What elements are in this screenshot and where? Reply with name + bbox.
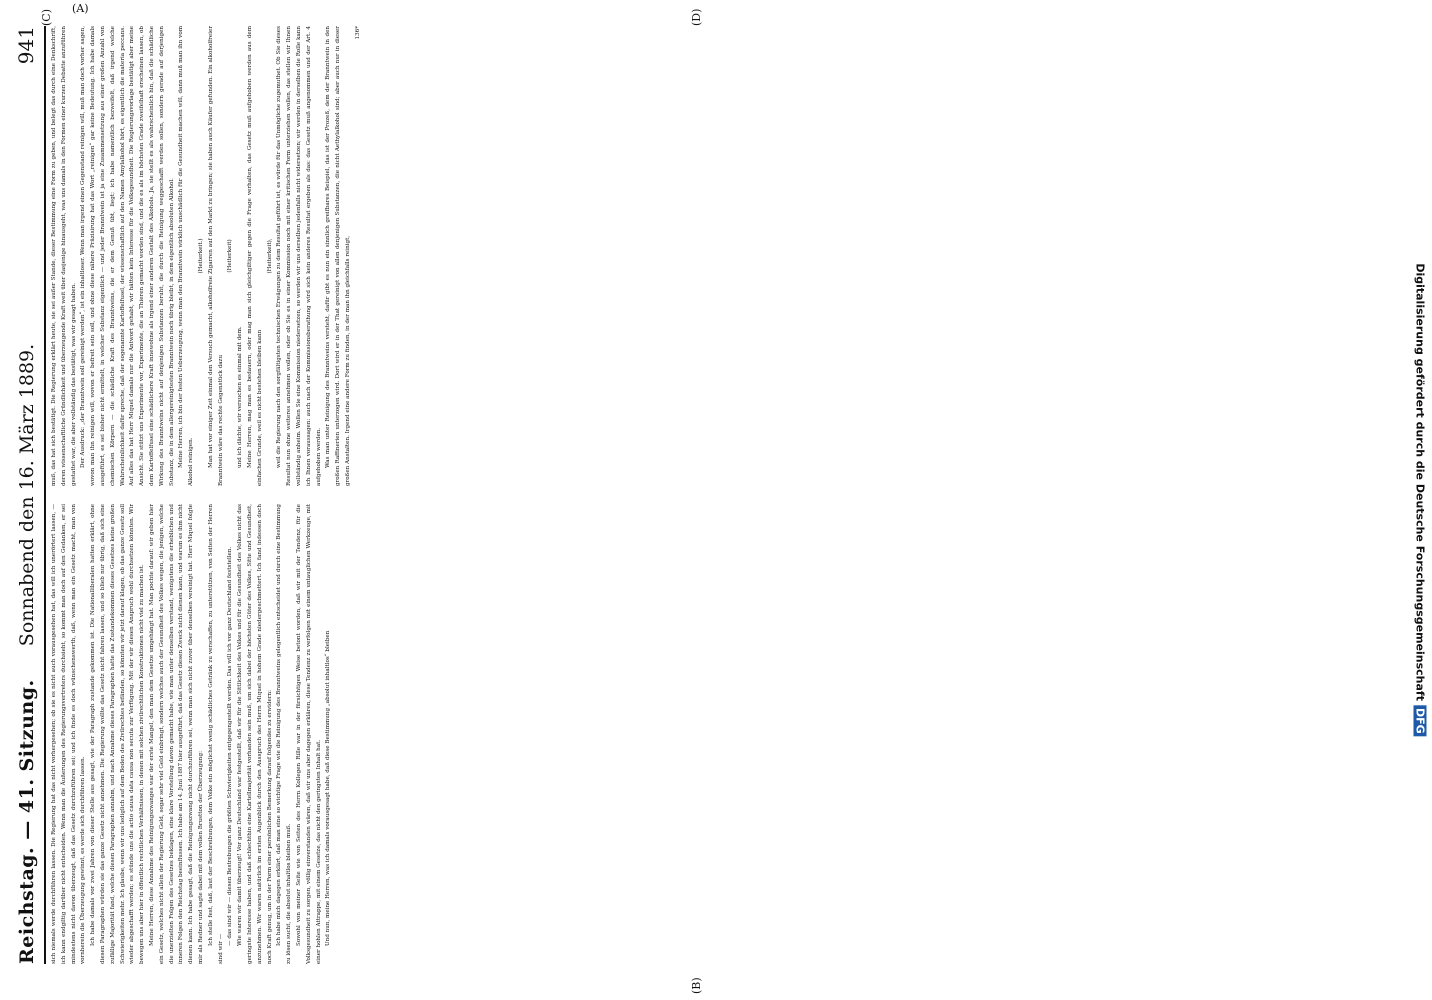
margin-marker-c: (C) [40,9,53,26]
page-number: 941 [14,26,38,65]
paragraph: Und nun, meine Herren, was ich damals vorausgesagt habe, daß diese Bestimmung „absolut inhaltlos“ bleiben [325,630,332,946]
paragraph: Meine Herren, ich bin der festen Ueberzeugung, wenn man den Branntwein wirklich unschädlich für die Gesundheit machen will, dann muß man ihn vom Alkohol reinigen. [178,26,195,486]
paragraph: (Heiterkeit) [227,239,234,273]
margin-marker-d: (D) [690,8,703,26]
header-date: Sonnabend den 16. März 1889. [16,343,38,647]
paragraph: Ich stelle fest, daß, laut der Beschreibungen, dem Volke ein möglichst wenig schädliches Getränk zu verschaffen, zu unterstützen, von Seiten der Herren sind wir — [207,504,224,964]
paragraph: Ich habe damals vor zwei Jahren von dieser Stelle aus gesagt, wie der Paragraph zustande gekommen ist. Die Nationalliberalen hatten erklärt, ohne diesen Paragraphen würden sie das ganze Gesetz nicht annehmen. Die Regierung wollte das Gesetz nicht fahren lassen, und so blieb nur übrig, daß sich eine zufällige Majorität fand, welche diesen Paragraphen annahm, und nach Annahme dieses Paragraphen hatte das Zustandekommen dieses Gesetzes keine großen Schwierigkeiten mehr. Ich glaube, wenn wir uns lediglich auf dem Boden des Zivilrechtes befänden, so könnten wir jetzt darauf klagen, ob das ganze Gesetz soll wieder abgeschafft werden; es stünde uns die actio causa data causa non secuta zur Verfügung. Mit der wir diesen Anspruch wohl durchsetzen könnten. Wir bewegen uns aber hier in öffentlich rechtlichen Verhältnissen, in denen mit solchen zivilrechtlichen Konstruktionen nicht viel zu machen ist. [90,504,146,964]
margin-marker-a: (A) [72,2,89,15]
column-left [50,504,1382,964]
column-right [50,26,1382,486]
paragraph: Meine Herren, diese Annahme des Reinigungszwanges war der erste Mangel, den man dem Gesetze umgehängt hat. Man pochte darauf: wir geben hier ein Gesetz, welches nicht allein der Regierung Geld, sogar sehr viel Geld einbringt, sondern welches auch der Gesundheit des Volkes wegen, die jenigen, welche die unerzielten Folgen des Gesetzes beklagen, eine klare Vorstellung davon gemacht habe, wie man unter denselben verstand, wenigstens die erheblichen und inneren Folgen den Reichstag beeinflussen. Ich habe am 14. Juni 1887 hier ausgeführt, daß das Gesetz diesen Zweck nicht dienen kann, und warum es ihm nicht dienen kann. Ich habe gesagt, daß die Reinigungszwang nicht durchzuführen sei, wenn man sich nicht zuvor über denselben vereinigt hat. Herr Miquel folgte mir als Redner und sagte dabei mit dem vollen Brustton der Überzeugung: [148,504,204,964]
stamp-text: Digitalisierung gefördert durch die Deutsche Forschungsgemeinschaft [1413,263,1427,701]
paragraph: Der Ausdruck: „der Branntwein soll gereinigt werden“, ist ein inhaltloser. Wenn man irgend einen Gegenstand reinigen will, muß man doch vorher sagen, wovon man ihn reinigen will, wovon er befreit sein soll, und ohne diese nähere Präzisirung hat das Wort „reinigen“ gar keine Bedeutung. Ich habe damals ausgeführt, es sei bisher nicht ermittelt, in welcher Substanz eigentlich — und jeder Branntwein ist ja eine Zusammensetzung aus einer großen Anzahl von chemischen Körpern — die schädliche Kraft des Branntweins, die er dem Genuß übt, liegt; ich habe namentlich bezweifelt, daß irgend welche Wahrscheinlichkeit dafür spreche, daß der sogenannte Kartoffelfusel, der wissenschaftlich auf den Namen Amylalkohol hört, es eigentlich die materia peccans. Auf alles das hat Herr Miquel damals nur die Antwort gehabt, wir hätten kein Interesse für die Volksgesundheit. Die Regierungsvorlage bestätigt aber meine Ansicht. Sie stützt uns Experimente vor, Experimente, die an Thieren gemacht worden sind, und die es als im höchsten Grade zweifelhaft erscheinen lassen, ob dem Kartoffelfusel eine schädlichere Kraft innewohne als irgend einer anderen Gestalt des Alkohols. Ja, sie stellt es als wahrscheinlich hin, daß die schädliche Wirkung des Branntweins nicht auf denjenigen Substanzen beruht, die durch die Reinigung weggeschafft werden sollen, sondern gerade auf derjenigen Substanz, die in dem allergereinigtesten Branntwein noch übrig bleibt, in dem eigentlich absoluten Alkohol. [80,26,175,486]
header-left: Reichstag. — 41. Sitzung. [16,679,38,964]
paragraph: 136* [354,26,361,40]
paragraph: sich niemals werde durchführen lassen. Die Regierung hat das nicht vorhergesehen; ob sie es nicht auch vorausgesehen hat, das will ich unerörtert lassen, — ich kann endgiltig darüber nicht entscheiden. Wenn man die Äußerungen des Regierungsvertreters durchsieht, so kommt man doch auf den Gedanken, er sei mindestens nicht davon überzeugt, daß das Gesetz durchzuführen sei; und ich finde es doch wünschenswerth, daß, wenn man ein Gesetz macht, man von vornherein die Überzeugung gewinnt, es werde sich durchführen lassen. [51,504,87,964]
paragraph: weil die Regierung nach den sorgfältigsten technischen Erwägungen zu dem Resultat geführt ist, es würde für das Unmögliche zugemuthet. Ob Sie dieses Resultat nun ohne weiteres annehmen wollen, oder ob Sie es in einer Kommission noch mit einer kritischen Form unterziehen wollen, das stellen wir Ihnen vollständig anheim. Wollen Sie eine Kommission niedersetzen, so werden wir uns derselben jedenfalls nicht widersetzen; wir werden in derselben die Rolle kann ich Ihnen voraussagen: auch nach der Kommissionsberathung wird sich kein anderes Resultat ergeben als das: das Gesetz muß angenommen und der Art. 4 aufgehoben werden. [276,26,322,486]
paragraph: und ich dächte, wir versuchen es einmal mit dem. [237,326,244,468]
paragraph: Sowohl von meiner Seite wie von Seiten des Herrn Kollegen Rille war in der fürsichtigen Weise betont worden, daß wir mit der Tendenz, für die Volksgesundheit zu sorgen, völlig einverstanden wären, daß wir uns aber dagegen erklären, diese Tendenz zu verfolgen mit einem untauglichen Werkzeuge, mit einer hohlen Attrappe, mit einem Gesetze, das nicht den geringsten Inhalt hat. [295,504,322,964]
margin-marker-b: (B) [690,977,703,994]
dfg-stamp [1414,263,1427,736]
paragraph: — das sind wir — diesen Bestrebungen die größten Schwierigkeiten entgegengestellt werden. Das will ich vor ganz Deutschland feststellen. [227,546,234,946]
paragraph: Was man unter Reinigung des Branntweins versteht, dafür gibt es nun ein sinnlich greifbares Beispiel, das ist der Prozeß, dem der Branntwein in den großen Raffinerien unterzogen wird. Dort wird er in der That gereinigt von allen denjenigen Substanzen, die nicht Aethylalkohol sind; aber auch nur in dieser großen Anstalten. Irgend eine andere Form zu finden, in der man ihn gleichfalls reinigt, [325,26,351,486]
paragraph: (Heiterkeit), [266,238,273,274]
paragraph: Ich habe mich dagegen erklärt, daß man eine so wichtige Frage wie die Reinigung des Branntweins gelegentlich entscheidet und durch eine Bestimmung zu lösen sucht, die absolut inhaltlos bleiben muß. [276,504,293,964]
paragraph: Wie waren wir damit überzeugt! Vor ganz Deutschland war festgestellt, daß wir für die Sittlichkeit des Volkes und für die Gesundheit des Volkes nicht das geringste Interesse haben, und daß schlechthin eine Kartellmajorität vorhanden sein muß, um sich dabei der höchsten Güter des Volkes, Sitte und Gesundheit, anzunehmen. Wir waren natürlich im ersten Augenblick durch den Ausspruch des Herrn Miquel in hohem Grade niedergeschmettert. Ich fand indessen doch noch Kraft genug, um in der Form einer persönlichen Bemerkung darauf folgendes zu erwidern: [237,504,273,964]
paragraph: Meine Herren, mag man es bedauern, oder mag man sich gleichgiltiger gegen die Frage verhalten, das Gesetz muß aufgehoben werden aus dem einfachen Grunde, weil es nicht bestehen bleiben kann [246,26,263,486]
paragraph: (Heiterkeit.) [197,238,204,274]
dfg-logo: DFG [1414,705,1427,737]
columns-container [50,26,1382,964]
paragraph: muß, das hat sich bestätigt. Die Regierung erklärt heute, sie sei außer Stande, dieser Bestimmung eine Form zu geben, und belegt das durch eine Denkschrift, deren wissenschaftliche Gründlichkeit und überzeugende Kraft weit über dasjenige hinausgeht, was uns damals in den Formen einer kurzen Debatte anzuführen gestattet war, die aber vollständig das bestätigt, was wir gesagt haben. [51,26,77,486]
paragraph: Man hat vor einiger Zeit einmal den Versuch gemacht, alkoholfreie Zigarren auf den Markt zu bringen; sie haben auch Käufer gefunden. Ein alkoholfreier Branntwein wäre das rechte Gegenstück dazu [207,26,224,486]
page-header [4,26,46,964]
